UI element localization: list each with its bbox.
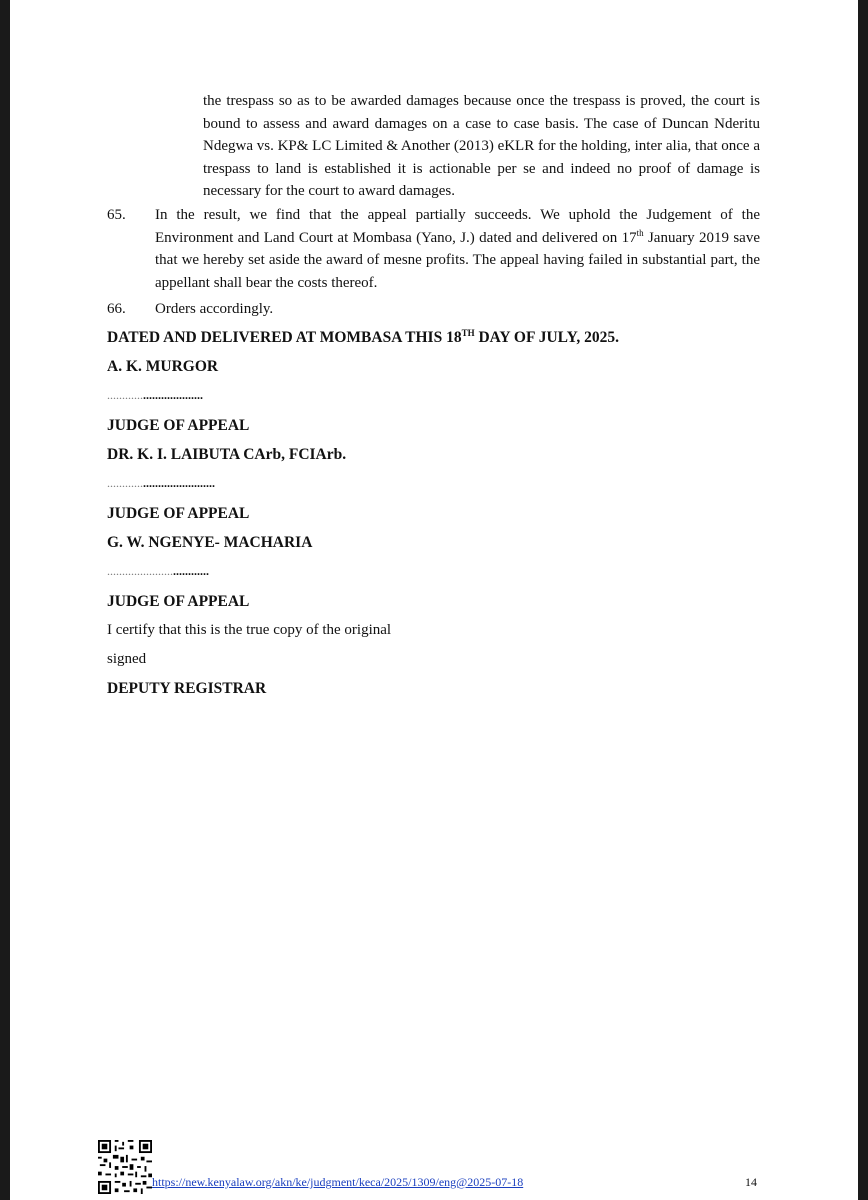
signature-line-3: .................................. [107, 564, 209, 578]
judge-title-1: JUDGE OF APPEAL [107, 417, 250, 434]
continuation-paragraph: the trespass so as to be awarded damages because once the trespass is proved, the court is bound to assess and award damages on a case to case basis. The case of Duncan Nderitu Ndegwa vs. KP& LC Limited & Another (2013) eKLR for the holding, inter alia, that once a trespass to land is established it is actionable per se and indeed no proof of damage is necessary for the court to award damages. [203, 93, 760, 199]
paragraph-text: In the result, we find that the appeal partially succeeds. We uphold the Judgement of the Environment and Land Court at Mombasa (Yano, J.) dated and delivered on 17th January 2019 save that we hereby set aside the award of mesne profits. The appeal having failed in substantial part, the appellant shall bear the costs thereof. [155, 207, 760, 291]
source-url-link[interactable]: https://new.kenyalaw.org/akn/ke/judgment/keca/2025/1309/eng@2025-07-18 [152, 1175, 524, 1189]
paragraph-65 [107, 204, 760, 296]
superscript: TH [461, 327, 475, 338]
page-number: 14 [745, 1175, 757, 1189]
judge-title-2: JUDGE OF APPEAL [107, 505, 250, 522]
qr-code-icon [98, 1140, 152, 1194]
certification-statement: I certify that this is the true copy of the original [107, 622, 392, 638]
paragraph-number: 65. [107, 207, 126, 223]
signature-line-2: .................................... [107, 476, 215, 490]
superscript: th [636, 227, 644, 238]
judge-name-1: A. K. MURGOR [107, 358, 219, 375]
judge-name-2: DR. K. I. LAIBUTA CArb, FCIArb. [107, 446, 347, 463]
signed-label: signed [107, 651, 147, 667]
judge-name-3: G. W. NGENYE- MACHARIA [107, 534, 313, 551]
paragraph-66 [107, 298, 760, 322]
judge-title-3: JUDGE OF APPEAL [107, 593, 250, 610]
paragraph-text: Orders accordingly. [155, 301, 274, 317]
signature-line-1: ................................ [107, 388, 203, 402]
paragraph-number: 66. [107, 301, 126, 317]
deputy-registrar-label: DEPUTY REGISTRAR [107, 680, 267, 697]
dated-delivered-line: DATED AND DELIVERED AT MOMBASA THIS 18TH DAY OF JULY, 2025. [107, 327, 619, 346]
document-page [10, 0, 858, 1200]
